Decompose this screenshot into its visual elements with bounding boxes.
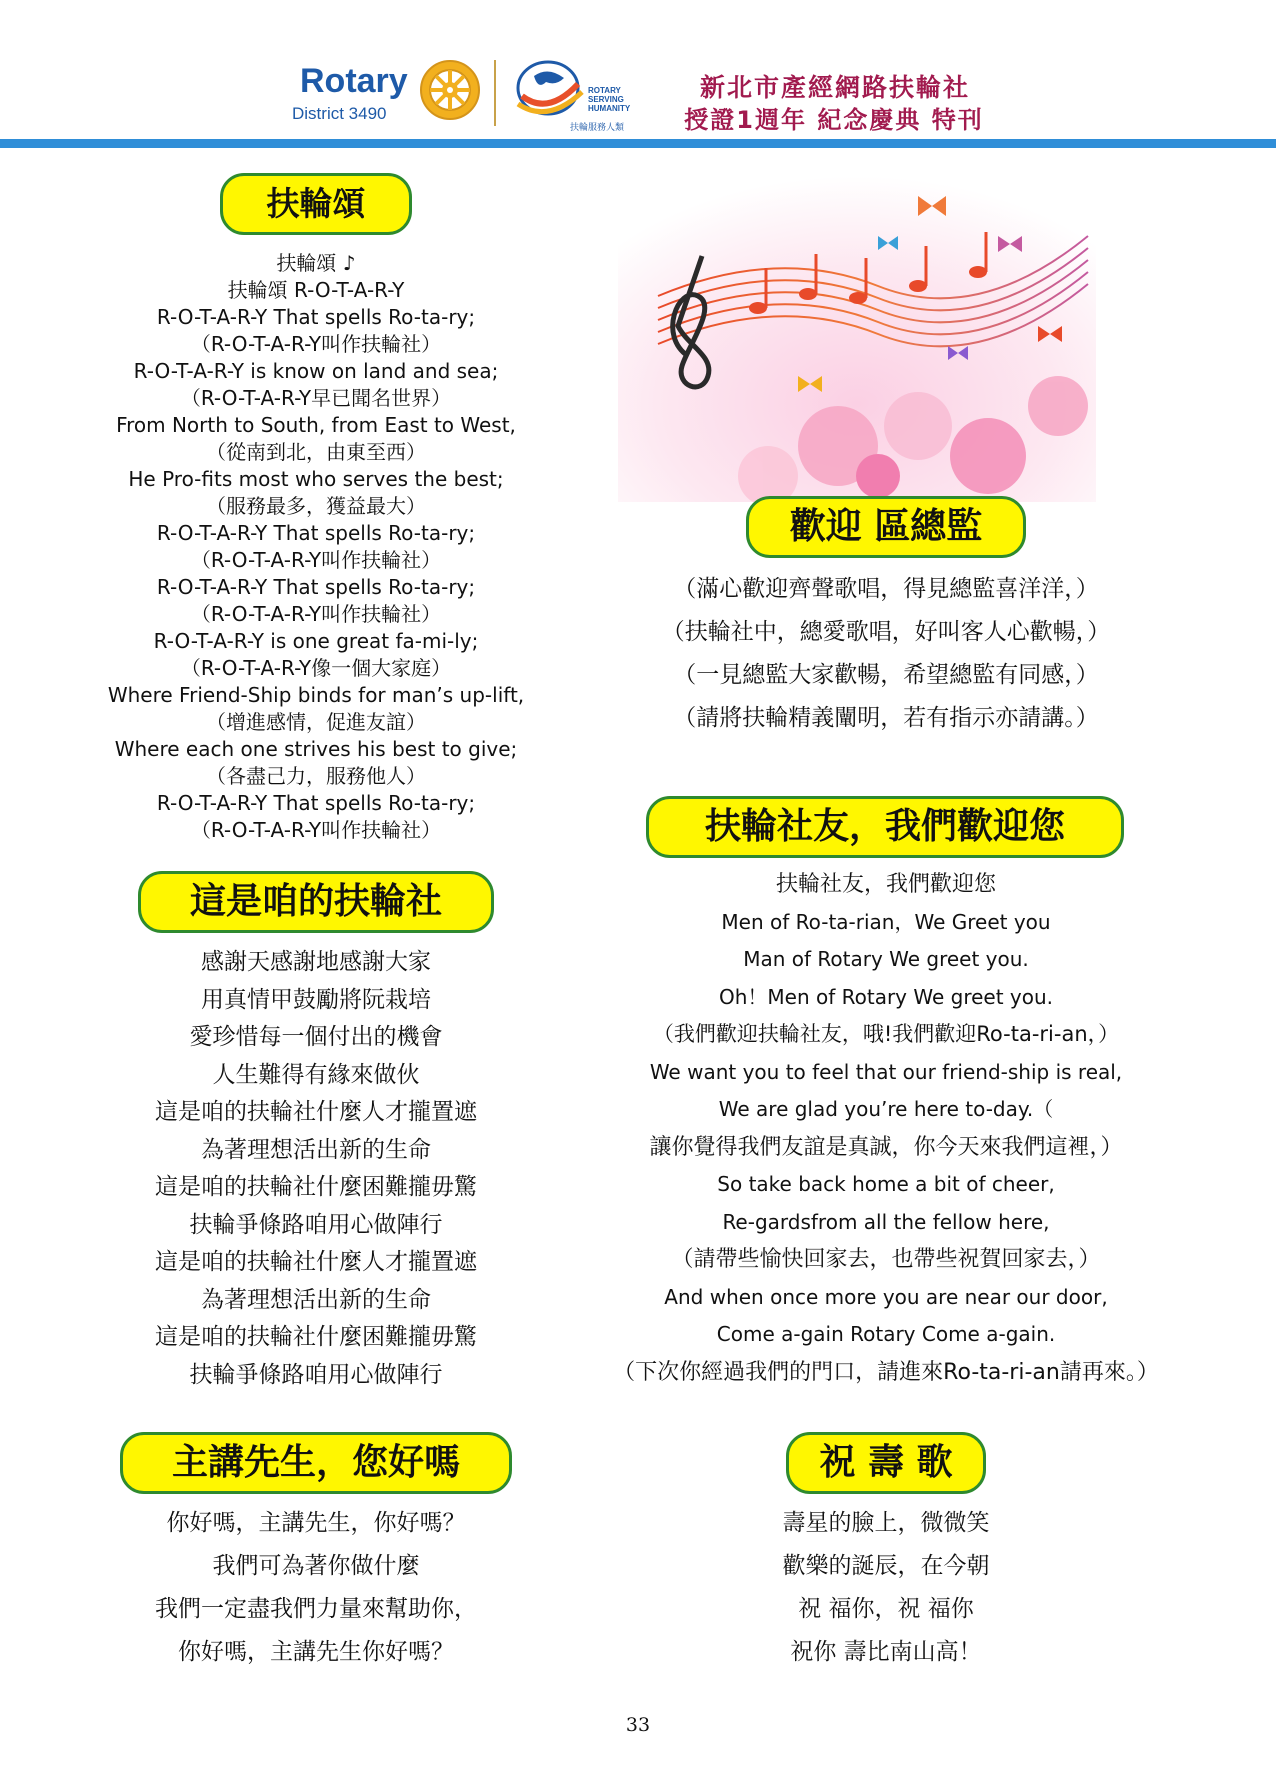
section-title-welcome-governor — [746, 496, 1026, 558]
lyric-line: He Pro-fits most who serves the best; — [128, 467, 504, 491]
lyric-line: （我們歡迎扶輪社友，哦!我們歡迎Ro-ta-ri-an，） — [652, 1022, 1120, 1046]
lyric-line: 祝 福你，祝 福你 — [798, 1596, 974, 1622]
page-number: 33 — [625, 1714, 651, 1736]
lyric-line: 讓你覺得我們友誼是真誠，你今天來我們這裡，） — [649, 1134, 1123, 1160]
section-title-birthday — [786, 1432, 986, 1494]
section-title-text: 這是咱的扶輪社 — [189, 881, 442, 922]
lyric-line: R-O-T-A-R-Y is one great fa-mi-ly; — [153, 629, 479, 653]
lyric-line: （R-O-T-A-R-Y叫作扶輪社） — [190, 548, 442, 572]
lyric-line: （請將扶輪精義闡明，若有指示亦請講。） — [673, 705, 1099, 731]
welcome-governor-lyrics — [600, 568, 1172, 740]
lyric-line: Man of Rotary We greet you. — [743, 947, 1029, 971]
theme-line: HUMANITY — [588, 104, 631, 113]
lyric-line: We are glad you’re here to-day.（ — [718, 1097, 1054, 1121]
lyric-line: 壽星的臉上，微微笑 — [782, 1510, 990, 1536]
section-title-anthem — [220, 173, 412, 235]
lyric-line: Where Friend-Ship binds for man’s up-lift, — [107, 683, 525, 707]
header-divider — [494, 60, 496, 126]
lyric-line: （請帶些愉快回家去，也帶些祝賀回家去，） — [671, 1247, 1101, 1272]
serving-humanity-cn: 扶輪服務人類 — [570, 123, 625, 133]
lyric-line: And when once more you are near our door, — [664, 1284, 1108, 1309]
lyric-line: 這是咱的扶輪社什麼人才攏置遮 — [155, 1249, 477, 1275]
lyric-line: 歡樂的誕辰，在今朝 — [782, 1553, 990, 1579]
lyric-line: 扶輪頌 R-O-T-A-R-Y — [227, 278, 405, 302]
lyric-line: R-O-T-A-R-Y That spells Ro-ta-ry; — [156, 575, 476, 599]
lyric-line: （R-O-T-A-R-Y早已聞名世界） — [180, 386, 452, 410]
lyric-line: Men of Ro-ta-rian，We Greet you — [721, 909, 1051, 934]
lyric-line: （服務最多，獲益最大） — [206, 494, 426, 518]
lyric-line: （R-O-T-A-R-Y叫作扶輪社） — [190, 818, 442, 842]
section-title-text: 扶輪頌 — [266, 184, 366, 223]
lyric-line: R-O-T-A-R-Y is know on land and sea; — [133, 359, 499, 383]
lyric-line: 為著理想活出新的生命 — [201, 1136, 431, 1163]
lyric-line: （下次你經過我們的門口，請進來Ro-ta-ri-an請再來。） — [613, 1359, 1159, 1385]
section-title-text: 扶輪社友，我們歡迎您 — [704, 806, 1065, 847]
lyric-line: 我們可為著你做什麼 — [212, 1553, 420, 1579]
section-title-speaker — [120, 1432, 512, 1494]
lyric-line: 扶輪頌 ♪ — [276, 251, 356, 275]
lyric-line: 人生難得有緣來做伙 — [212, 1061, 420, 1088]
publication-subtitle: 授證1週年 紀念慶典 特刊 — [684, 106, 984, 134]
rotary-wheel-icon — [418, 58, 482, 122]
lyric-line: 感謝天感謝地感謝大家 — [201, 949, 431, 975]
lyric-line: 扶輪社友，我們歡迎您 — [775, 872, 996, 897]
lyric-line: 你好嗎，主講先生你好嗎？ — [178, 1639, 454, 1665]
lyric-line: 這是咱的扶輪社什麼困難攏毋驚 — [155, 1174, 477, 1200]
lyric-line: 這是咱的扶輪社什麼人才攏置遮 — [155, 1099, 477, 1125]
lyric-line: （從南到北，由東至西） — [206, 440, 426, 464]
section-title-text: 主講先生，您好嗎 — [171, 1442, 460, 1483]
our-club-lyrics — [60, 944, 572, 1394]
lyric-line: （增進感情，促進友誼） — [206, 710, 426, 734]
section-title-our-club — [138, 871, 494, 933]
lyric-line: （R-O-T-A-R-Y叫作扶輪社） — [190, 602, 442, 626]
lyric-line: R-O-T-A-R-Y That spells Ro-ta-ry; — [156, 305, 476, 329]
club-name: 新北市產經網路扶輪社 — [699, 73, 970, 102]
speaker-lyrics — [60, 1502, 572, 1674]
lyric-line: Where each one strives his best to give; — [114, 737, 518, 761]
lyric-line: 我們一定盡我們力量來幫助你， — [155, 1596, 477, 1622]
lyric-line: R-O-T-A-R-Y That spells Ro-ta-ry; — [156, 791, 476, 815]
lyric-line: Come a-gain Rotary Come a-gain. — [716, 1322, 1056, 1346]
birthday-lyrics — [600, 1502, 1172, 1674]
lyric-line: 扶輪爭條路咱用心做陣行 — [189, 1211, 443, 1238]
section-title-text: 歡迎 區總監 — [789, 506, 983, 547]
lyric-line: So take back home a bit of cheer, — [717, 1172, 1055, 1196]
header-bar — [0, 139, 1276, 148]
lyric-line: From North to South, from East to West, — [116, 413, 516, 437]
lyric-line: 這是咱的扶輪社什麼困難攏毋驚 — [155, 1324, 477, 1350]
lyric-line: （R-O-T-A-R-Y叫作扶輪社） — [190, 332, 442, 356]
lyric-line: We want you to feel that our friend-ship is real, — [649, 1059, 1123, 1084]
lyric-line: Oh！Men of Rotary We greet you. — [718, 984, 1054, 1009]
section-title-welcome-rotarians — [646, 796, 1124, 858]
lyric-line: 你好嗎，主講先生，你好嗎？ — [166, 1510, 466, 1536]
lyric-line: 愛珍惜每一個付出的機會 — [189, 1024, 443, 1050]
page-header — [0, 0, 1276, 150]
lyric-line: R-O-T-A-R-Y That spells Ro-ta-ry; — [156, 521, 476, 545]
lyric-line: 祝你 壽比南山高！ — [790, 1639, 982, 1665]
section-title-text: 祝 壽 歌 — [819, 1442, 953, 1483]
serving-humanity-emblem-icon — [508, 56, 588, 126]
lyric-line: （一見總監大家歡暢，希望總監有同感，） — [673, 662, 1099, 688]
rotary-district: District 3490 — [292, 104, 387, 123]
theme-line: ROTARY — [588, 86, 621, 95]
rotary-logo — [288, 58, 488, 128]
lyric-line: （扶輪社中，總愛歌唱，好叫客人心歡暢，） — [661, 619, 1111, 645]
lyric-line: （各盡己力，服務他人） — [206, 764, 426, 788]
lyric-line: （R-O-T-A-R-Y像一個大家庭） — [180, 656, 452, 680]
lyric-line: 為著理想活出新的生命 — [201, 1286, 431, 1313]
welcome-rotarians-lyrics — [586, 866, 1186, 1391]
music-notes-butterflies-illustration — [618, 176, 1096, 502]
serving-humanity-text — [588, 86, 630, 113]
lyric-line: （滿心歡迎齊聲歌唱，得見總監喜洋洋，） — [673, 576, 1099, 602]
rotary-wordmark: Rotary — [300, 62, 408, 100]
lyric-line: Re-gardsfrom all the fellow here, — [722, 1209, 1050, 1234]
theme-line: SERVING — [588, 95, 624, 104]
lyric-line: 用真情甲鼓勵將阮栽培 — [201, 986, 431, 1013]
lyric-line: 扶輪爭條路咱用心做陣行 — [189, 1361, 443, 1388]
anthem-lyrics — [60, 250, 572, 844]
